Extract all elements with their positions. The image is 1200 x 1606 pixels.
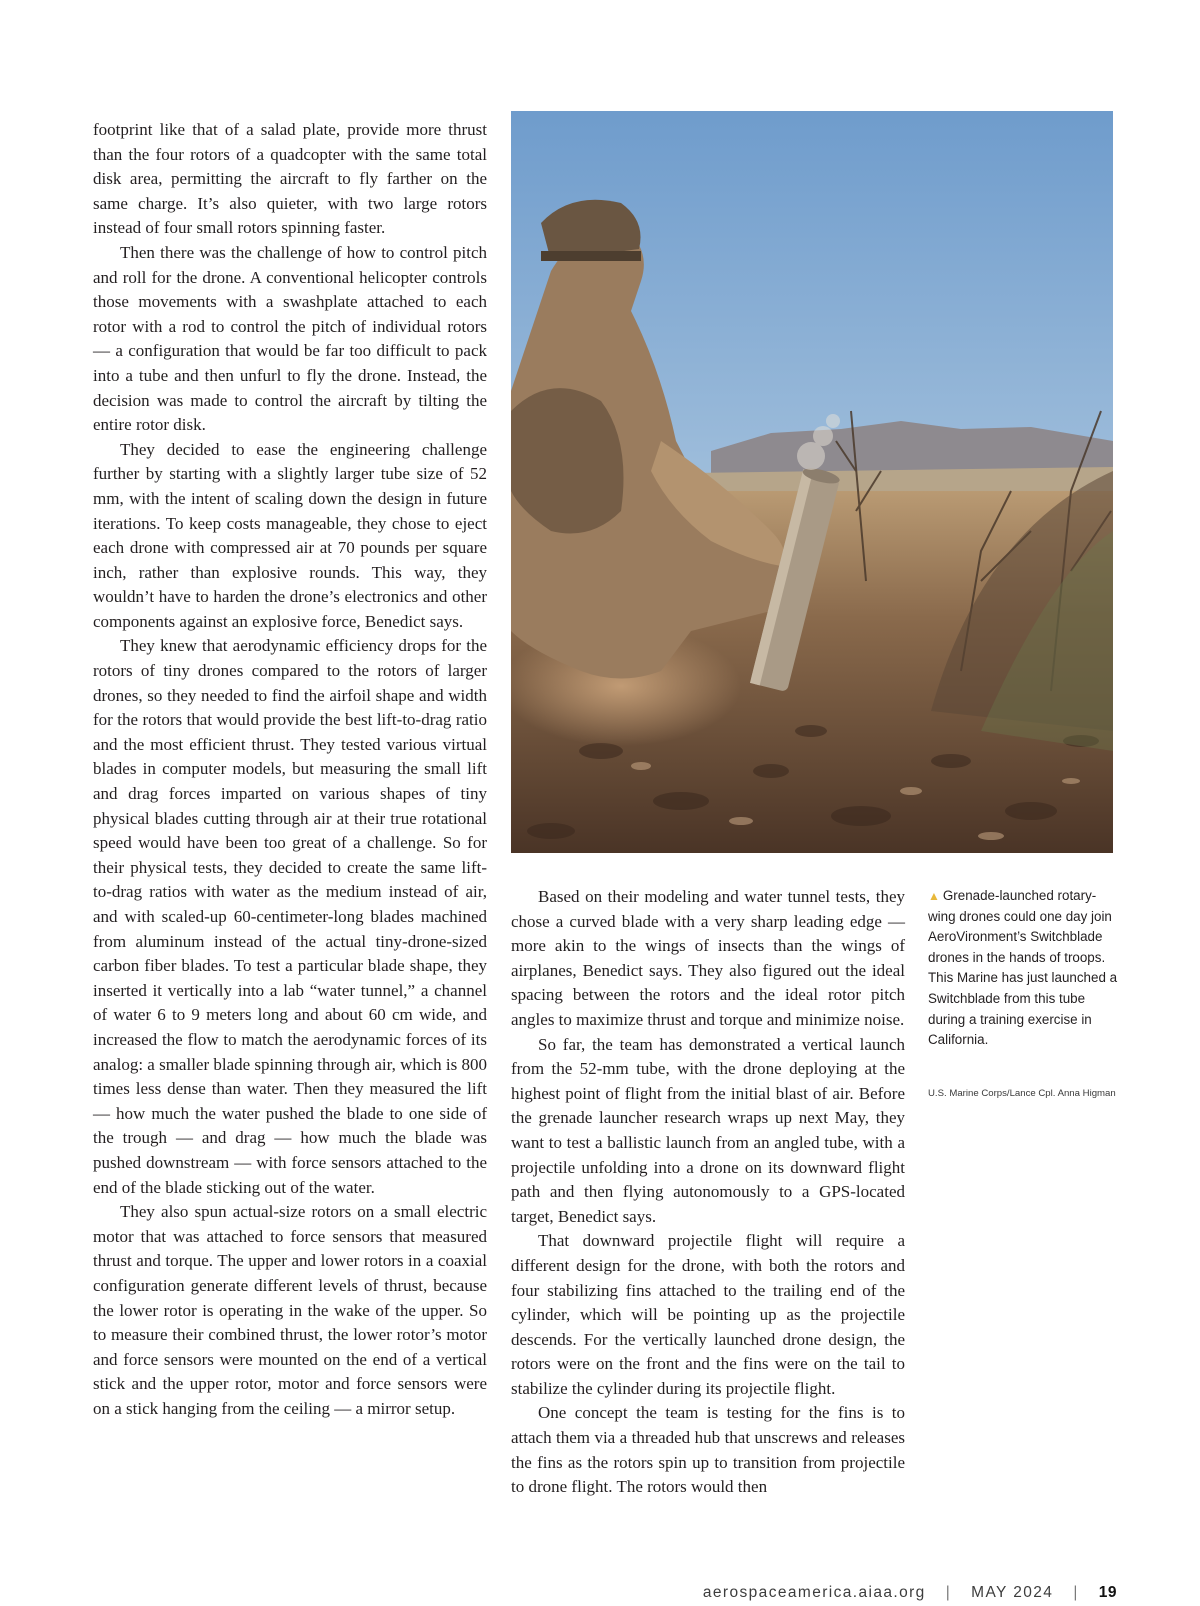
photo-caption [928,886,1118,1051]
paragraph: Based on their modeling and water tunnel tests, they chose a curved blade with a very sharp leading edge — more akin to the wings of insects than the wings of airplanes, Benedict says. They also figured out the ideal spacing between the rotors and the ideal rotor pitch angles to maximize thrust and torque and minimize noise. [511,887,905,1029]
paragraph: One concept the team is testing for the fins is to attach them via a threaded hub that unscrews and releases the fins as the rotors spin up to transition from projectile to drone flight. The rotors would then [511,1403,905,1497]
footer-separator: | [945,1584,952,1601]
paragraph: They also spun actual-size rotors on a small electric motor that was attached to force sensors that measured thrust and torque. The upper and lower rotors in a coaxial configuration generate different levels of thrust, because the lower rotor is operating in the wake of the upper. So to measure their combined thrust, the lower rotor’s motor and force sensors were mounted on the end of a vertical stick and the upper rotor, motor and force sensors were on a stick hanging from the ceiling — a mirror setup. [93,1202,487,1418]
triangle-marker-icon: ▲ [928,889,940,903]
paragraph: footprint like that of a salad plate, provide more thrust than the four rotors of a quadcopter with the same total disk area, permitting the aircraft to fly farther on the same charge. It’s also quieter, with two large rotors instead of four small rotors spinning faster. [93,120,487,238]
footer-issue-date: MAY 2024 [971,1584,1054,1601]
middle-text-column [511,885,905,1500]
footer-site-link[interactable]: aerospaceamerica.aiaa.org [702,1584,926,1601]
page-number: 19 [1098,1584,1117,1601]
paragraph: So far, the team has demonstrated a vertical launch from the 52-mm tube, with the drone deploying at the highest point of flight from the initial blast of air. Before the grenade launcher research wraps up next May, they want to test a ballistic launch from an angled tube, with a projectile unfolding into a drone on its downward flight path and then flying autonomously to a GPS-located target, Benedict says. [511,1034,905,1226]
paragraph: Then there was the challenge of how to control pitch and roll for the drone. A conventional helicopter controls those movements with a swashplate attached to each rotor with a rod to control the pitch of individual rotors — a configuration that would be far too difficult to pack into a tube and then unfurl to fly the drone. Instead, the decision was made to control the aircraft by tilting the entire rotor disk. [93,242,487,435]
photo-credit: U.S. Marine Corps/Lance Cpl. Anna Higman [928,1088,1116,1099]
footer-separator: | [1073,1584,1079,1601]
caption-text: Grenade-launched rotary-wing drones could one day join AeroVironment’s Switchblade drones in the hands of troops. This Marine has just launched a Switchblade from this tube during a training exercise in California. [928,888,1118,1048]
page-footer [703,1584,1117,1602]
left-text-column [93,118,487,1421]
paragraph: They decided to ease the engineering challenge further by starting with a slightly larger tube size of 52 mm, with the intent of scaling down the design in future iterations. To keep costs manageable, they chose to eject each drone with compressed air at 70 pounds per square inch, rather than explosive rounds. This way, they wouldn’t have to harden the drone’s electronics and other components against an explosive force, Benedict says. [93,439,487,631]
paragraph: They knew that aerodynamic efficiency drops for the rotors of tiny drones compared to the rotors of larger drones, so they needed to find the airfoil shape and width for the rotors that would provide the best lift-to-drag ratio and the most efficient thrust. They tested various virtual blades in computer models, but measuring the small lift and drag forces imparted on various shapes of tiny physical blades cutting through air at their true rotational speed would have been too great of a challenge. So for their physical tests, they decided to create the same lift-to-drag ratios with water as the medium instead of air, and with scaled-up 60-centimeter-long blades machined from aluminum instead of the actual tiny-drone-sized carbon fiber blades. To test a particular blade shape, they inserted it vertically into a lab “water tunnel,” a channel of water 6 to 9 meters long and about 60 cm wide, and increased the flow to match the aerodynamic forces of its analog: a smaller blade spinning through air, which is 800 times less dense than water. Then they measured the lift — how much the water pushed the blade to one side of the trough — and drag — how much the blade was pushed downstream — with force sensors attached to the end of the blade sticking out of the water. [93,636,488,1197]
paragraph: That downward projectile flight will require a different design for the drone, with both the rotors and four stabilizing fins attached to the trailing end of the cylinder, which will be pointing up as the projectile descends. For the vertically launched drone design, the rotors were on the front and the fins were on the tail to stabilize the cylinder during its projectile flight. [511,1231,905,1398]
marine-launch-photo [511,111,1113,853]
